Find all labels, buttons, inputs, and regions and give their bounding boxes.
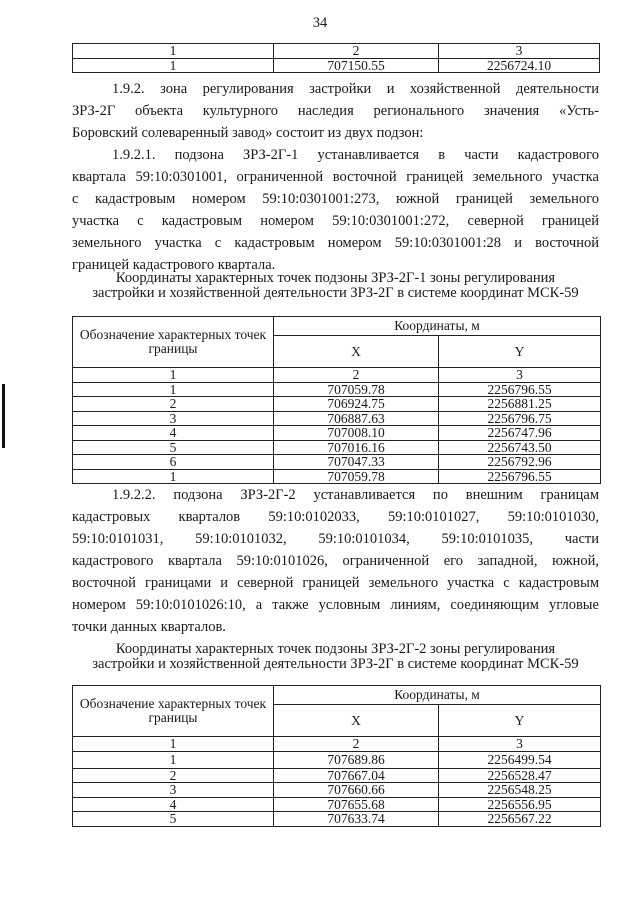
paragraph-1-9-2-2: [72, 484, 599, 638]
table-row: [73, 382, 601, 397]
table-cell: 707016.16: [274, 440, 439, 455]
table-row: [73, 751, 601, 768]
paragraph-line: кадастровых кварталов 59:10:0102033, 59:10:0101027, 59:10:0101030,: [72, 509, 599, 525]
table-row: [73, 469, 601, 484]
paragraph-1-9-2: [72, 78, 599, 144]
table-cell: 707150.55: [274, 58, 439, 73]
paragraph-line: точки данных кварталов.: [72, 619, 226, 635]
table-cell: 3: [73, 783, 274, 798]
column-header-y: Y: [439, 705, 601, 737]
table-cell: 1: [73, 751, 274, 768]
table-cell: 5: [73, 812, 274, 827]
table-cell: 2256796.55: [439, 382, 601, 397]
paragraph-line: земельного участка с кадастровым номером 59:10:0301001:28 и восточной: [72, 235, 599, 251]
table-cell: 707059.78: [274, 469, 439, 484]
paragraph-line: 1.9.2.2. подзона ЗРЗ-2Г-2 устанавливается по внешним границам: [112, 487, 599, 503]
table-row: [73, 768, 601, 783]
paragraph-line: 1.9.2. зона регулирования застройки и хозяйственной деятельности: [112, 81, 599, 97]
paragraph-line: 1.9.2.1. подзона ЗРЗ-2Г-1 устанавливается в части кадастрового: [112, 147, 599, 163]
table-cell: 707660.66: [274, 783, 439, 798]
caption-line: Координаты характерных точек подзоны ЗРЗ-2Г-2 зоны регулирования: [115, 641, 556, 657]
paragraph-line: ЗРЗ-2Г объекта культурного наследия регионального значения «Усть-: [72, 103, 599, 119]
paragraph-line: номером 59:10:0101026:10, а также условным линиям, соединяющим угловые: [72, 597, 599, 613]
table-index-row: [73, 737, 601, 752]
paragraph-1-9-2-1: [72, 144, 599, 276]
paragraph-line: с кадастровым номером 59:10:0301001:273, южной границей земельного: [72, 191, 599, 207]
table-cell: 2256724.10: [439, 58, 600, 73]
table-cell: 2: [274, 44, 439, 59]
table-cell: 2: [73, 397, 274, 412]
table-row: [73, 440, 601, 455]
table-cell: 1: [73, 58, 274, 73]
table-cell: 707667.04: [274, 768, 439, 783]
table-row: [73, 411, 601, 426]
table-2-caption: [72, 642, 599, 672]
table-cell: 1: [73, 469, 274, 484]
table-cell: 707689.86: [274, 751, 439, 768]
table-cell: 707633.74: [274, 812, 439, 827]
table-cell: 2: [274, 368, 439, 383]
table-index-row: [73, 44, 600, 59]
table-row: [73, 783, 601, 798]
table-cell: 2256881.25: [439, 397, 601, 412]
paragraph-line: участка с кадастровым номером 59:10:0301001:272, северной границей: [72, 213, 599, 229]
table-cell: 1: [73, 368, 274, 383]
column-header-points: Обозначение характерных точек границы: [73, 317, 274, 368]
page-number: 34: [312, 15, 328, 31]
paragraph-line: Боровский солеваренный завод» состоит из двух подзон:: [72, 125, 424, 141]
table-cell: 6: [73, 455, 274, 470]
table-row: [73, 58, 600, 73]
table-row: [73, 397, 601, 412]
table-cell: 707655.68: [274, 797, 439, 812]
table-header-row: [73, 686, 601, 705]
table-cell: 5: [73, 440, 274, 455]
paragraph-line: восточной границами и северной границей земельного участка с кадастровым: [72, 575, 599, 591]
caption-line: застройки и хозяйственной деятельности ЗРЗ-2Г в системе координат МСК-59: [92, 285, 579, 301]
table-cell: 2256743.50: [439, 440, 601, 455]
table-row: [73, 426, 601, 441]
table-cell: 3: [439, 44, 600, 59]
table-cell: 2256792.96: [439, 455, 601, 470]
table-cell: 3: [73, 411, 274, 426]
table-cell: 1: [73, 382, 274, 397]
table-cell: 2: [274, 737, 439, 752]
column-header-points: Обозначение характерных точек границы: [73, 686, 274, 737]
table-row: [73, 797, 601, 812]
table-cell: 1: [73, 44, 274, 59]
scan-edge-mark: [2, 384, 5, 448]
paragraph-line: границей кадастрового квартала.: [72, 257, 276, 273]
table-header-row: [73, 317, 601, 336]
table-cell: 2256796.75: [439, 411, 601, 426]
table-cell: 2256567.22: [439, 812, 601, 827]
column-header-x: X: [274, 336, 439, 368]
table-cell: 2256499.54: [439, 751, 601, 768]
table-1-caption: [72, 271, 599, 301]
table-cell: 3: [439, 737, 601, 752]
table-cell: 706887.63: [274, 411, 439, 426]
caption-line: Координаты характерных точек подзоны ЗРЗ-2Г-1 зоны регулирования: [115, 270, 556, 286]
paragraph-line: кадастрового квартала 59:10:0101026, ограниченной его западной, южной,: [72, 553, 599, 569]
table-cell: 4: [73, 797, 274, 812]
table-cell: 2256548.25: [439, 783, 601, 798]
column-header-coordinates: Координаты, м: [274, 686, 601, 705]
column-header-coordinates: Координаты, м: [274, 317, 601, 336]
table-index-row: [73, 368, 601, 383]
table-row: [73, 812, 601, 827]
table-cell: 2256528.47: [439, 768, 601, 783]
table-cell: 1: [73, 737, 274, 752]
table-cell: 707059.78: [274, 382, 439, 397]
table-cell: 2256556.95: [439, 797, 601, 812]
table-cell: 3: [439, 368, 601, 383]
table-cell: 2: [73, 768, 274, 783]
table-cell: 707047.33: [274, 455, 439, 470]
coordinates-table-zrz-2g-1: [72, 316, 601, 484]
table-cell: 4: [73, 426, 274, 441]
table-cell: 706924.75: [274, 397, 439, 412]
table-cell: 2256796.55: [439, 469, 601, 484]
column-header-x: X: [274, 705, 439, 737]
coordinates-table-zrz-2g-2: [72, 685, 601, 827]
column-header-y: Y: [439, 336, 601, 368]
paragraph-line: квартала 59:10:0301001, ограниченной восточной границей земельного участка: [72, 169, 599, 185]
caption-line: застройки и хозяйственной деятельности ЗРЗ-2Г в системе координат МСК-59: [92, 656, 579, 672]
top-coordinates-table: [72, 43, 600, 73]
paragraph-line: 59:10:0101031, 59:10:0101032, 59:10:0101034, 59:10:0101035, части: [72, 531, 599, 547]
table-cell: 707008.10: [274, 426, 439, 441]
table-row: [73, 455, 601, 470]
table-cell: 2256747.96: [439, 426, 601, 441]
